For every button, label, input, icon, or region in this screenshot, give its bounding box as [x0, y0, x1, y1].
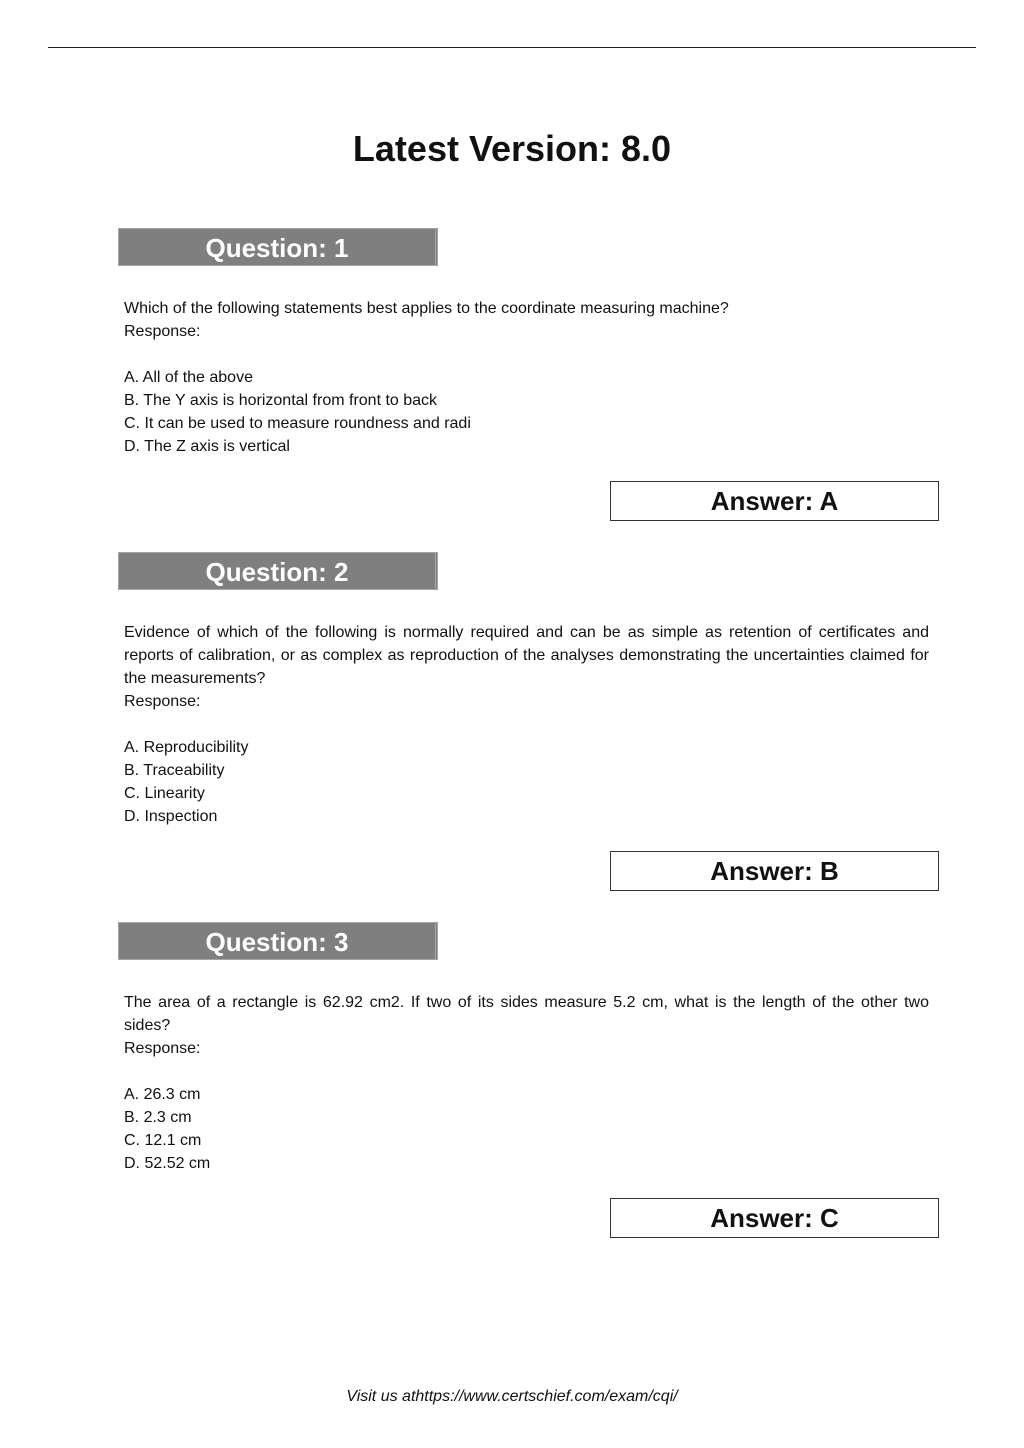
question-text: Evidence of which of the following is normally required and can be as simple as retention of certificates and reports of calibration, or as complex as reproduction of the analyses demonstrating the uncertainties claimed for the measurements? — [124, 624, 929, 687]
question-header: Question: 1 — [118, 228, 438, 266]
question-text: Which of the following statements best applies to the coordinate measuring machine? — [124, 300, 729, 317]
footer-link[interactable]: Visit us athttps://www.certschief.com/exam/cqi/ — [346, 1388, 678, 1405]
question-text: The area of a rectangle is 62.92 cm2. If two of its sides measure 5.2 cm, what is the length of the other two sides? — [124, 994, 929, 1034]
question-body — [124, 621, 929, 828]
page-title: Latest Version: 8.0 — [352, 128, 672, 169]
options-list — [124, 1083, 929, 1175]
options-list — [124, 736, 929, 828]
option-item: B. Traceability — [124, 762, 225, 779]
option-item: A. All of the above — [124, 369, 253, 386]
response-label: Response: — [124, 1040, 201, 1057]
option-item: C. It can be used to measure roundness and radi — [124, 415, 471, 432]
options-list — [124, 366, 929, 458]
option-item: C. Linearity — [124, 785, 205, 802]
option-item: D. 52.52 cm — [124, 1155, 211, 1172]
option-item: B. The Y axis is horizontal from front to back — [124, 392, 438, 409]
response-label: Response: — [124, 693, 201, 710]
question-header: Question: 2 — [118, 552, 438, 590]
answer-box: Answer: A — [610, 481, 939, 521]
answer-box: Answer: C — [610, 1198, 939, 1238]
option-item: D. The Z axis is vertical — [124, 438, 290, 455]
question-header: Question: 3 — [118, 922, 438, 960]
option-item: C. 12.1 cm — [124, 1132, 202, 1149]
question-body — [124, 297, 929, 458]
top-divider — [48, 47, 976, 48]
answer-box: Answer: B — [610, 851, 939, 891]
option-item: D. Inspection — [124, 808, 218, 825]
question-body — [124, 991, 929, 1175]
option-item: A. Reproducibility — [124, 739, 249, 756]
option-item: A. 26.3 cm — [124, 1086, 201, 1103]
response-label: Response: — [124, 323, 201, 340]
option-item: B. 2.3 cm — [124, 1109, 192, 1126]
